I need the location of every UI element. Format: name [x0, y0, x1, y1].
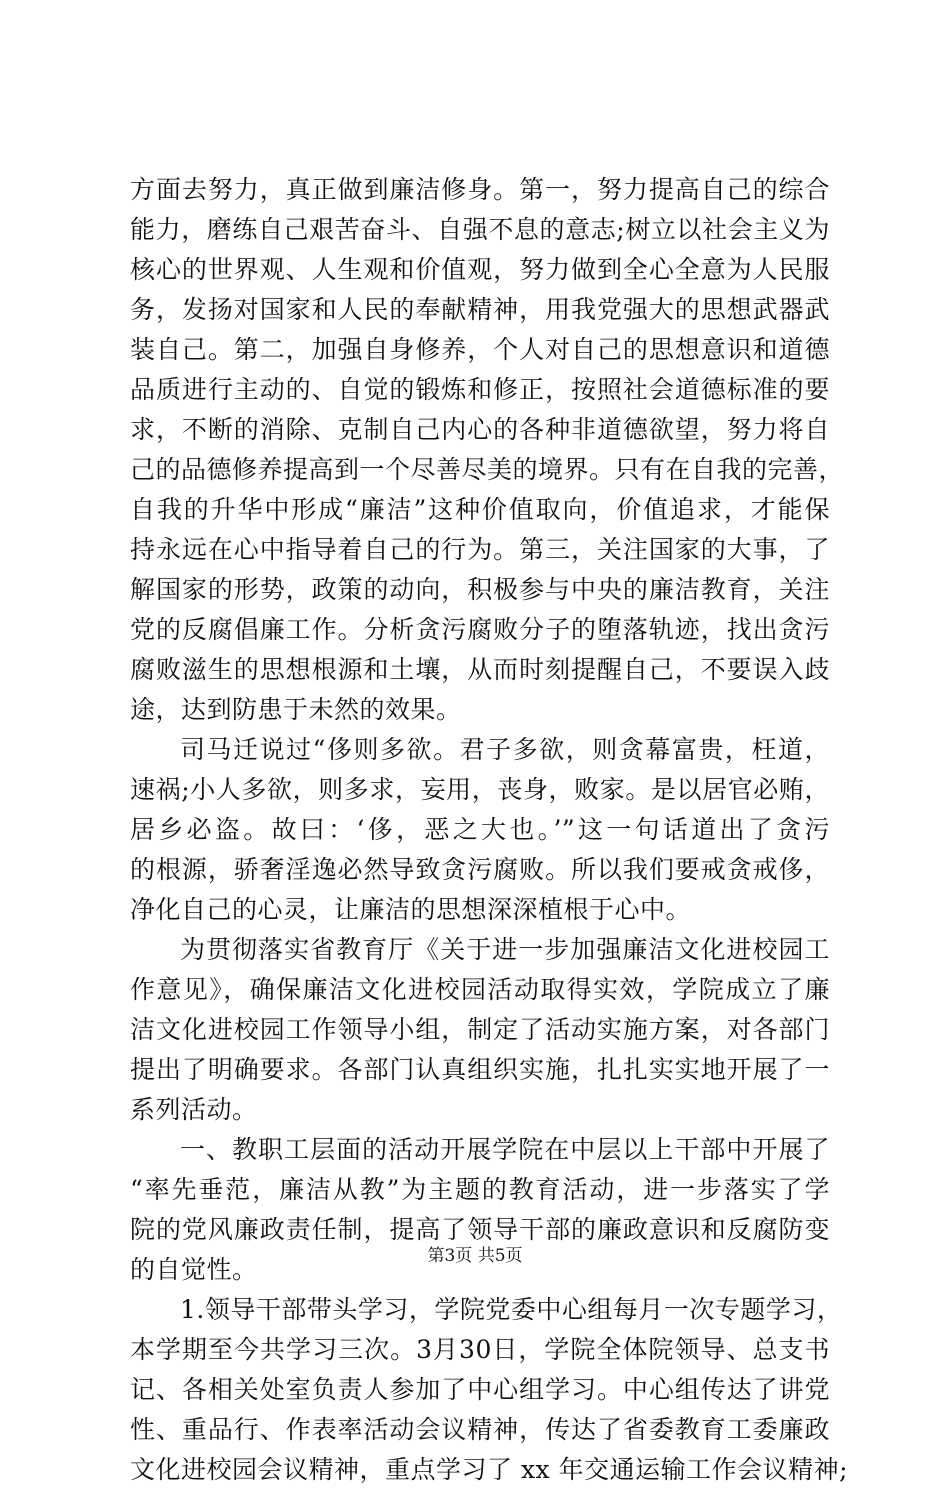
text-line: 院的党风廉政责任制，提高了领导干部的廉政意识和反腐防变	[130, 1215, 830, 1244]
text-line: 为贯彻落实省教育厅《关于进一步加强廉洁文化进校园工	[180, 935, 830, 964]
text-line: 司马迁说过“侈则多欲。君子多欲，则贪幕富贵，枉道，	[180, 735, 830, 764]
document-body	[130, 170, 849, 1490]
text-line: 的根源，骄奢淫逸必然导致贪污腐败。所以我们要戒贪戒侈，	[130, 855, 830, 884]
text-line: 净化自己的心灵，让廉洁的思想深深植根于心中。	[130, 895, 692, 924]
text-line: 党的反腐倡廉工作。分析贪污腐败分子的堕落轨迹，找出贪污	[130, 615, 830, 644]
text-line: 居乡必盗。故曰：‘侈，恶之大也。’”这一句话道出了贪污	[130, 815, 830, 844]
text-line: 作意见》，确保廉洁文化进校园活动取得实效，学院成立了廉	[130, 975, 830, 1004]
text-line: 方面去努力，真正做到廉洁修身。第一，努力提高自己的综合	[130, 175, 830, 204]
text-line: 求，不断的消除、克制自己内心的各种非道德欲望，努力将自	[130, 415, 830, 444]
text-line: 洁文化进校园工作领导小组，制定了活动实施方案，对各部门	[130, 1015, 830, 1044]
text-line: 一、教职工层面的活动开展学院在中层以上干部中开展了	[180, 1135, 830, 1164]
text-line: 己的品德修养提高到一个尽善尽美的境界。只有在自我的完善，	[130, 455, 845, 484]
text-line: 的自觉性。	[130, 1255, 258, 1284]
text-line: 本学期至今共学习三次。3月30日，学院全体院领导、总支书	[130, 1335, 830, 1364]
text-line: “率先垂范，廉洁从教”为主题的教育活动，进一步落实了学	[130, 1175, 830, 1204]
text-line: 核心的世界观、人生观和价值观，努力做到全心全意为人民服	[130, 255, 830, 284]
text-line: 能力，磨练自己艰苦奋斗、自强不息的意志;树立以社会主义为	[130, 215, 830, 244]
text-line: 1.领导干部带头学习，学院党委中心组每月一次专题学习，	[180, 1295, 843, 1324]
text-line: 记、各相关处室负责人参加了中心组学习。中心组传达了讲党	[130, 1375, 830, 1404]
text-line: 性、重品行、作表率活动会议精神，传达了省委教育工委廉政	[130, 1415, 830, 1444]
text-line: 务，发扬对国家和人民的奉献精神，用我党强大的思想武器武	[130, 295, 830, 324]
text-line: 提出了明确要求。各部门认真组织实施，扎扎实实地开展了一	[130, 1055, 830, 1084]
page-number-footer: 第3页 共5页	[427, 1246, 523, 1266]
text-line: 腐败滋生的思想根源和土壤，从而时刻提醒自己，不要误入歧	[130, 655, 830, 684]
text-line: 解国家的形势，政策的动向，积极参与中央的廉洁教育，关注	[130, 575, 830, 604]
text-line: 装自己。第二，加强自身修养，个人对自己的思想意识和道德	[130, 335, 830, 364]
text-line: 品质进行主动的、自觉的锻炼和修正，按照社会道德标准的要	[130, 375, 830, 404]
text-line: 文化进校园会议精神，重点学习了 xx 年交通运输工作会议精神;	[130, 1455, 849, 1484]
text-line: 系列活动。	[130, 1095, 258, 1124]
text-line: 速祸;小人多欲，则多求，妄用，丧身，败家。是以居官必贿，	[130, 775, 830, 804]
text-line: 途，达到防患于未然的效果。	[130, 695, 462, 724]
text-line: 自我的升华中形成“廉洁”这种价值取向，价值追求，才能保	[130, 495, 830, 524]
text-line: 持永远在心中指导着自己的行为。第三，关注国家的大事，了	[130, 535, 830, 564]
